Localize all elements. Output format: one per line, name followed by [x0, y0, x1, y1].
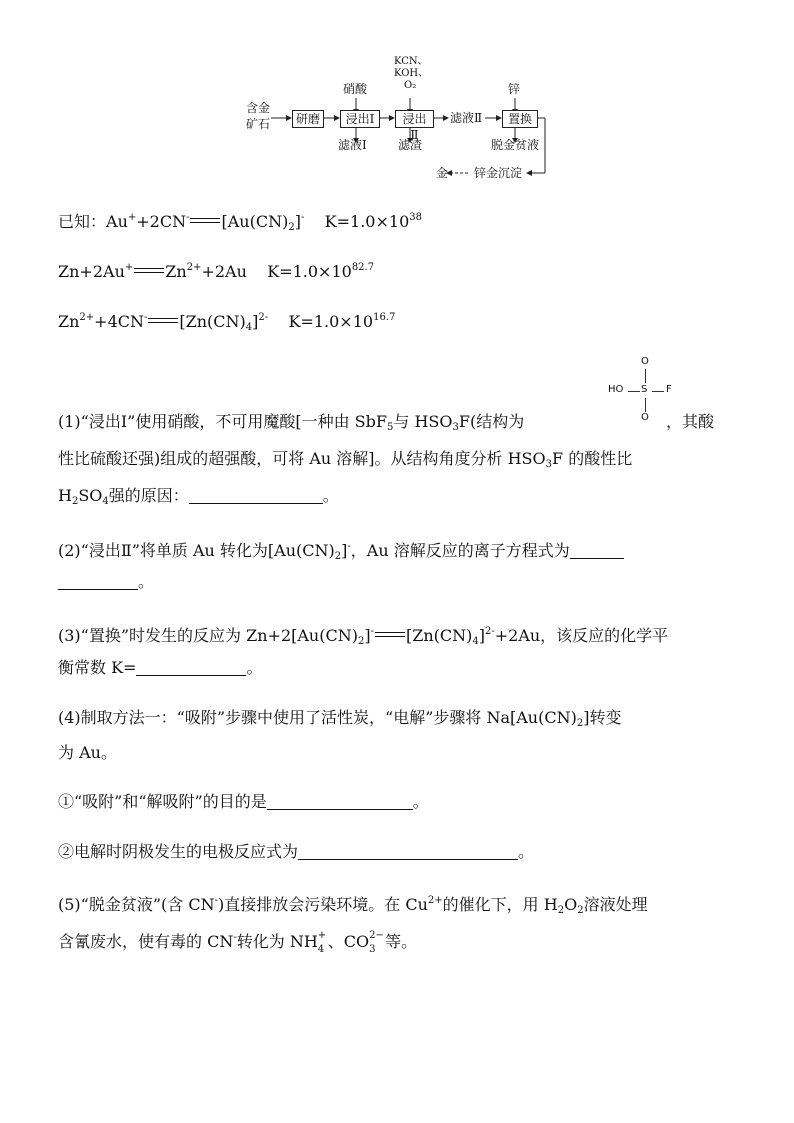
kcn-label: KCN、: [394, 56, 428, 67]
oxygen-label: O₂: [404, 80, 417, 91]
gold-label: 金: [436, 166, 449, 180]
filtrate1-label: 滤液Ⅰ: [338, 138, 367, 152]
leach2-box: 浸出Ⅱ: [395, 110, 434, 128]
equilibrium-arrow: [148, 317, 178, 325]
koh-label: KOH、: [394, 68, 429, 79]
q3-answer-blank[interactable]: [136, 659, 246, 676]
q1-line2: 性比硫酸还强)组成的超强酸，可将 Au 溶解]。从结构角度分析 $HSO_3F$ 的酸性比: [58, 449, 633, 470]
known-eq3: $Zn^{2+}+4CN^-$ $[Zn(CN)_4]^{2-}$ $K=1.0\times 10^{16.7}$: [58, 312, 396, 333]
hso3f-structure: O HO S F O: [608, 356, 672, 423]
q3-line1: (3)“置换”时发生的反应为 $Zn+2[Au(CN)_2]^-$ $[Zn(CN)_4]^{2-}+2Au$，该反应的化学平: [58, 626, 669, 647]
q5-line2: 含氰废水，使有毒的 CN-转化为 NH + 4 、CO 2− 3 等。: [58, 930, 418, 955]
q3-line2: 衡常数 K= 。: [58, 658, 263, 677]
equilibrium-arrow: [134, 267, 164, 275]
nitric-acid-label: 硝酸: [343, 82, 368, 96]
filtrate2-label: 滤液Ⅱ: [450, 111, 483, 125]
q1-line1-end: ，其酸: [666, 412, 715, 431]
q2-answer-blank-1[interactable]: [570, 542, 624, 559]
leach1-box: 浸出Ⅰ: [340, 110, 380, 128]
process-flowchart: [240, 52, 560, 182]
raw-ore-label-1: 含金: [246, 101, 271, 115]
q2-line1: (2)“浸出Ⅱ”将单质 Au 转化为$[Au(CN)_2]^-$，Au 溶解反应的离子方程式为: [58, 535, 624, 569]
q2-answer-blank-2[interactable]: [58, 573, 138, 590]
q4-line2: 为 Au。: [58, 743, 117, 762]
zinc-label: 锌: [508, 82, 521, 96]
known-eq1: 已知：Au++2CN- $[Au(CN)_2]^-$ $K=1.0\times 10^{38}$: [58, 212, 422, 233]
replacement-box: 置换: [502, 110, 538, 128]
q1-line1: (1)“浸出Ⅰ”使用硝酸，不可用魔酸[一种由 SbF$_5$与 $HSO_3F$(结构为: [58, 412, 525, 433]
q4-answer-blank-2[interactable]: [298, 843, 518, 860]
q1-line3: $H_2SO_4$强的原因： 。: [58, 486, 339, 507]
q2-line2: 。: [58, 570, 154, 594]
equilibrium-arrow: [190, 217, 220, 225]
depleted-liquor-label: 脱金贫液: [491, 138, 540, 152]
zinc-gold-precipitate-label: 锌金沉淀: [474, 166, 523, 180]
q4-sub2: ②电解时阴极发生的电极反应式为 。: [58, 842, 535, 861]
q5-line1: (5)“脱金贫液”(含 CN-)直接排放会污染环境。在 $Cu^{2+}$的催化下，用 $H_2O_2$溶液处理: [58, 895, 648, 916]
raw-ore-label-2: 矿石: [246, 117, 271, 131]
known-eq2: Zn+2Au+ $Zn^{2+}+2Au$ $K=1.0\times 10^{82.7}$: [58, 262, 375, 281]
equilibrium-arrow: [375, 631, 405, 639]
q4-answer-blank-1[interactable]: [267, 793, 413, 810]
q1-answer-blank[interactable]: [189, 487, 323, 504]
grinding-box: 研磨: [292, 110, 324, 128]
q4-line1: (4)制取方法一：“吸附”步骤中使用了活性炭，“电解”步骤将 $Na[Au(CN)_2]$转变: [58, 708, 622, 729]
residue-label: 滤渣: [398, 138, 423, 152]
q4-sub1: ①“吸附”和“解吸附”的目的是 。: [58, 792, 429, 811]
